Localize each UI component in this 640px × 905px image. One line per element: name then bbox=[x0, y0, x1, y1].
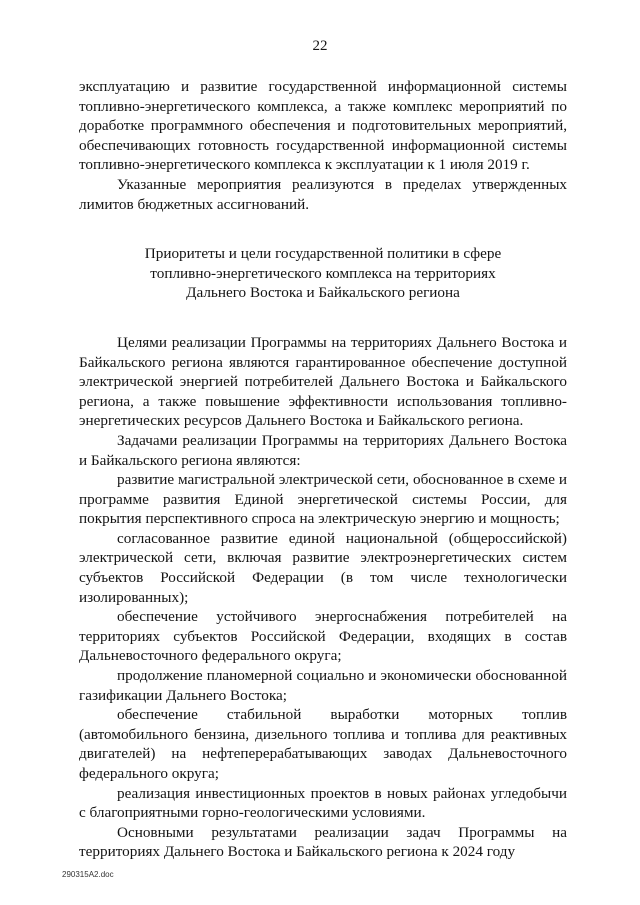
section-heading-line: Дальнего Востока и Байкальского региона bbox=[186, 284, 460, 302]
list-item: реализация инвестиционных проектов в новых районах угледобычи с благоприятными горно-геологическими условиями. bbox=[79, 784, 567, 822]
paragraph: Указанные мероприятия реализуются в пределах утвержденных лимитов бюджетных ассигнований. bbox=[79, 175, 567, 213]
section-heading-line: топливно-энергетического комплекса на территориях bbox=[150, 264, 496, 282]
paragraph: эксплуатацию и развитие государственной информационной системы топливно-энергетического комплекса, а также комплекс мероприятий по доработке программного обеспечения и подготовительных мероприятий, обеспечивающих готовность государственной информационной системы топливно-энергетического комплекса к эксплуатации к 1 июля 2019 г. bbox=[79, 78, 567, 174]
list-item: обеспечение устойчивого энергоснабжения потребителей на территориях субъектов Российской Федерации, входящих в состав Дальневосточного федерального округа; bbox=[79, 608, 567, 665]
list-item: согласованное развитие единой национальной (общероссийской) электрической сети, включая развитие электроэнергетических систем субъектов Российской Федерации (в том числе технологически изолированных); bbox=[79, 529, 567, 606]
paragraph: Основными результатами реализации задач Программы на территориях Дальнего Востока и Байкальского региона к 2024 году bbox=[79, 823, 567, 861]
list-item: развитие магистральной электрической сети, обоснованное в схеме и программе развития Единой энергетической системы России, для покрытия перспективного спроса на электрическую энергию и мощность; bbox=[79, 471, 567, 528]
section-heading bbox=[79, 244, 567, 303]
list-item: продолжение планомерной социально и экономически обоснованной газификации Дальнего Востока; bbox=[79, 667, 567, 704]
list-item: обеспечение стабильной выработки моторных топлив (автомобильного бензина, дизельного топлива и топлива для реактивных двигателей) на нефтеперерабатывающих заводах Дальневосточного федерального округа; bbox=[79, 706, 567, 782]
page-number: 22 bbox=[312, 38, 328, 54]
paragraph: Целями реализации Программы на территориях Дальнего Востока и Байкальского региона являются гарантированное обеспечение доступной электрической энергией потребителей Дальнего Востока и Байкальского региона, а также повышение эффективности использования топливно-энергетических ресурсов Дальнего Востока и Байкальского региона. bbox=[79, 333, 567, 430]
paragraph: Задачами реализации Программы на территориях Дальнего Востока и Байкальского региона являются: bbox=[79, 431, 567, 469]
document-body bbox=[79, 77, 567, 862]
section-heading-line: Приоритеты и цели государственной политики в сфере bbox=[144, 245, 502, 263]
file-code: 290315A2.doc bbox=[62, 870, 114, 879]
